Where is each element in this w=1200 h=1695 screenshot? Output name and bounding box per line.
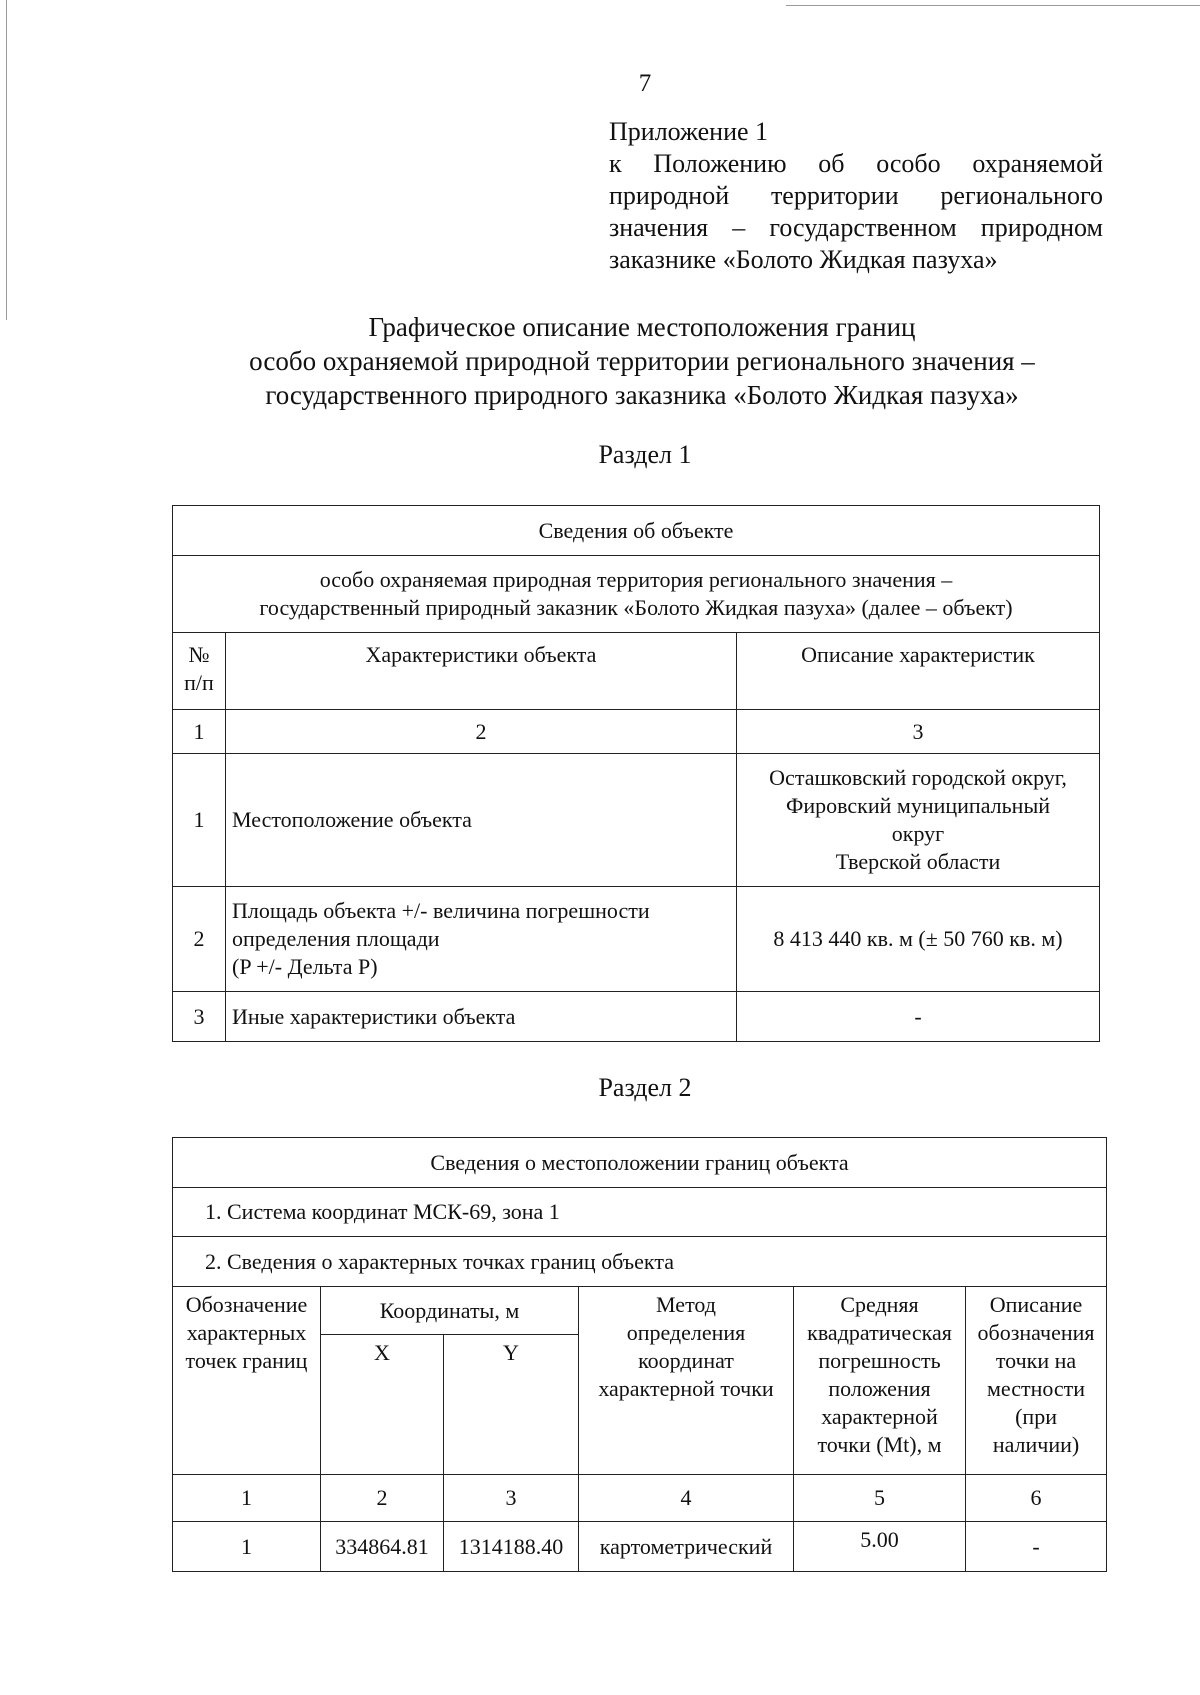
accuracy-line-5: характерной bbox=[821, 1404, 938, 1429]
accuracy-line-2: квадратическая bbox=[807, 1320, 952, 1345]
method-line-1: Метод bbox=[656, 1292, 716, 1317]
point-description-line-1: Описание bbox=[989, 1292, 1083, 1317]
point-description: - bbox=[966, 1522, 1107, 1572]
object-name-line-1: особо охраняемая природная территория регионального значения – bbox=[319, 567, 953, 592]
page-number: 7 bbox=[638, 70, 652, 97]
boundary-points-table bbox=[172, 1137, 1107, 1572]
point-method: картометрический bbox=[579, 1522, 794, 1572]
column-header-accuracy bbox=[794, 1287, 966, 1475]
point-description-line-3: точки на bbox=[995, 1348, 1077, 1373]
row-1-description-line-2: Фировский муниципальный bbox=[786, 793, 1050, 818]
column-header-point-description bbox=[966, 1287, 1107, 1475]
coordinate-system-row: 1. Система координат МСК-69, зона 1 bbox=[173, 1188, 1107, 1237]
row-3-description: - bbox=[737, 992, 1100, 1042]
column-number-2: 2 bbox=[226, 710, 737, 754]
column-header-description: Описание характеристик bbox=[737, 633, 1100, 710]
boundary-table-header: Сведения о местоположении границ объекта bbox=[173, 1138, 1107, 1188]
object-name-cell bbox=[173, 556, 1100, 633]
designation-line-2: характерных bbox=[186, 1320, 307, 1345]
point-designation: 1 bbox=[173, 1522, 321, 1572]
points-column-number-4: 4 bbox=[579, 1475, 794, 1522]
point-description-line-4: местности bbox=[986, 1376, 1086, 1401]
section-2-title: Раздел 2 bbox=[598, 1073, 692, 1102]
column-header-num: № п/п bbox=[173, 633, 226, 710]
row-2-description: 8 413 440 кв. м (± 50 760 кв. м) bbox=[737, 887, 1100, 992]
row-1-description bbox=[737, 754, 1100, 887]
column-header-coordinates: Координаты, м bbox=[321, 1287, 579, 1335]
row-2-characteristic-line-3: (P +/- Дельта P) bbox=[232, 954, 378, 979]
row-1-characteristic: Местоположение объекта bbox=[226, 754, 737, 887]
title-line-3: государственного природного заказника «Болото Жидкая пазуха» bbox=[265, 380, 1019, 410]
points-column-number-3: 3 bbox=[444, 1475, 579, 1522]
designation-line-3: точек границ bbox=[185, 1348, 308, 1373]
point-description-line-5: (при bbox=[1015, 1404, 1057, 1429]
column-header-y: Y bbox=[444, 1335, 579, 1475]
method-line-2: определения bbox=[626, 1320, 746, 1345]
object-info-header: Сведения об объекте bbox=[173, 506, 1100, 556]
table-row bbox=[173, 1522, 1107, 1572]
column-number-1: 1 bbox=[173, 710, 226, 754]
point-description-line-6: наличии) bbox=[992, 1432, 1080, 1457]
points-column-number-1: 1 bbox=[173, 1475, 321, 1522]
row-2-num: 2 bbox=[173, 887, 226, 992]
scan-top-line bbox=[786, 5, 1200, 6]
object-info-table bbox=[172, 505, 1100, 1042]
point-accuracy: 5.00 bbox=[794, 1522, 966, 1572]
row-2-characteristic-line-1: Площадь объекта +/- величина погрешности bbox=[232, 898, 650, 923]
points-column-number-5: 5 bbox=[794, 1475, 966, 1522]
column-header-characteristic: Характеристики объекта bbox=[226, 633, 737, 710]
row-3-characteristic: Иные характеристики объекта bbox=[226, 992, 737, 1042]
method-line-4: характерной точки bbox=[598, 1376, 774, 1401]
row-3-num: 3 bbox=[173, 992, 226, 1042]
scan-margin-line bbox=[6, 0, 7, 320]
method-line-3: координат bbox=[638, 1348, 734, 1373]
point-y: 1314188.40 bbox=[444, 1522, 579, 1572]
accuracy-line-6: точки (Mt), м bbox=[817, 1432, 942, 1457]
row-1-description-line-3: округ bbox=[891, 821, 945, 846]
point-description-line-2: обозначения bbox=[977, 1320, 1095, 1345]
accuracy-line-1: Средняя bbox=[840, 1292, 919, 1317]
appendix-block bbox=[609, 116, 1103, 276]
points-column-number-6: 6 bbox=[966, 1475, 1107, 1522]
column-header-designation bbox=[173, 1287, 321, 1475]
designation-line-1: Обозначение bbox=[185, 1292, 308, 1317]
column-header-method bbox=[579, 1287, 794, 1475]
appendix-text: к Положению об особо охраняемой природной территории регионального значения – государственном природном заказнике «Болото Жидкая пазуха» bbox=[609, 149, 1103, 274]
points-column-number-2: 2 bbox=[321, 1475, 444, 1522]
row-2-characteristic-line-2: определения площади bbox=[232, 926, 440, 951]
accuracy-line-3: погрешность bbox=[818, 1348, 941, 1373]
column-number-3: 3 bbox=[737, 710, 1100, 754]
object-name-line-2: государственный природный заказник «Болото Жидкая пазуха» (далее – объект) bbox=[259, 595, 1013, 620]
row-1-description-line-4: Тверской области bbox=[835, 849, 1001, 874]
title-line-1: Графическое описание местоположения границ bbox=[368, 312, 916, 342]
row-1-num: 1 bbox=[173, 754, 226, 887]
document-title bbox=[172, 310, 1112, 412]
point-x: 334864.81 bbox=[321, 1522, 444, 1572]
accuracy-line-4: положения bbox=[828, 1376, 931, 1401]
column-header-x: X bbox=[321, 1335, 444, 1475]
appendix-heading: Приложение 1 bbox=[609, 117, 769, 146]
section-1-title: Раздел 1 bbox=[598, 440, 692, 469]
points-info-row: 2. Сведения о характерных точках границ объекта bbox=[173, 1237, 1107, 1287]
title-line-2: особо охраняемой природной территории регионального значения – bbox=[249, 346, 1035, 376]
row-1-description-line-1: Осташковский городской округ, bbox=[769, 765, 1067, 790]
row-2-characteristic bbox=[226, 887, 737, 992]
